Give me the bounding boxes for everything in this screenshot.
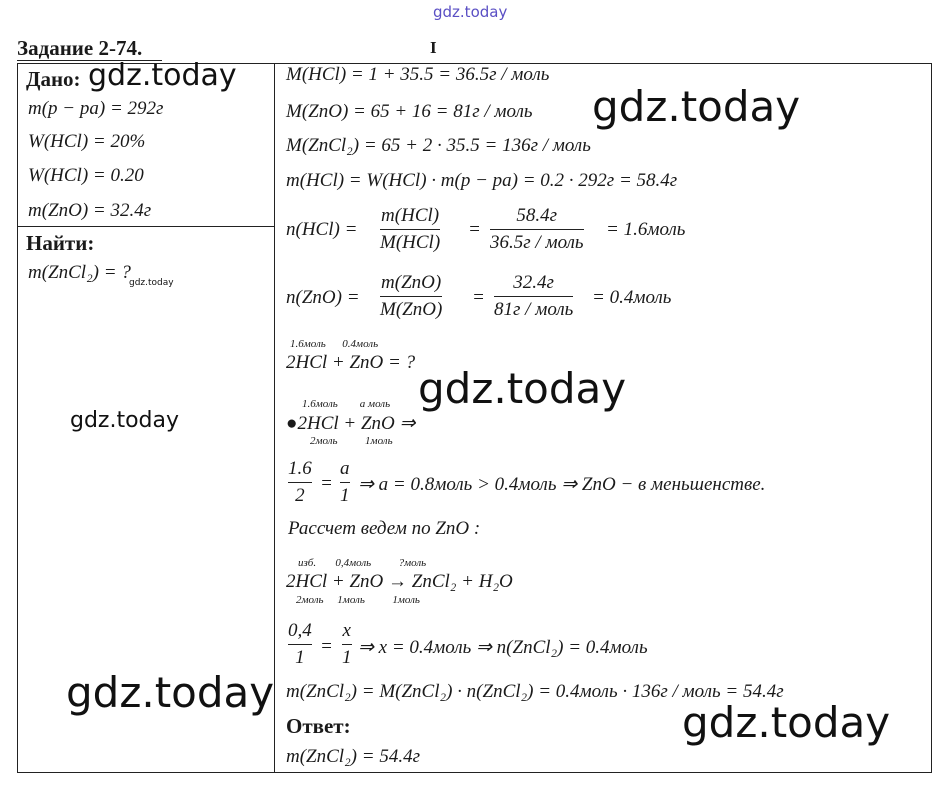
reaction2-bottom: 2моль 1моль xyxy=(310,435,393,447)
n-hcl-denominator-value: 36.5г / моль xyxy=(490,232,584,253)
proportion2-num2: x xyxy=(342,620,351,641)
proportion2-conclusion: ⇒ x = 0.4моль ⇒ n(ZnCl₂) = 0.4моль xyxy=(358,637,648,658)
proportion1-den2: 1 xyxy=(340,485,350,506)
n-zno-denominator: M(ZnO) xyxy=(380,299,443,320)
n-hcl-fraction-values xyxy=(490,205,584,254)
watermark-top: gdz.today xyxy=(433,3,508,21)
solution-molar-zno: M(ZnO) = 65 + 16 = 81г / моль xyxy=(286,101,533,122)
answer-value: m(ZnCl₂) = 54.4г xyxy=(286,746,420,767)
find-item: m(ZnCl₂) = ? xyxy=(28,262,131,283)
n-hcl-fraction xyxy=(380,205,440,254)
given-hcl-fraction: W(HCl) = 0.20 xyxy=(28,165,144,186)
fraction-bar xyxy=(288,644,312,645)
given-label: Дано: xyxy=(26,67,81,91)
given-hcl-percent: W(HCl) = 20% xyxy=(28,131,146,152)
n-zno-result: = 0.4моль xyxy=(592,287,672,308)
proportion1-num1: 1.6 xyxy=(288,458,312,479)
final-calculation: m(ZnCl₂) = M(ZnCl₂) · n(ZnCl₂) = 0.4моль · 136г / моль = 54.4г xyxy=(286,681,784,702)
watermark-upper-right: gdz.today xyxy=(592,82,801,131)
watermark-lower-left: gdz.today xyxy=(66,668,275,717)
n-zno-numerator: m(ZnO) xyxy=(381,272,442,293)
watermark-lower-right: gdz.today xyxy=(682,698,891,747)
table-right-border xyxy=(931,63,932,773)
reaction3-top: изб. 0,4моль ?моль xyxy=(298,557,427,569)
task-title: Задание 2-74. xyxy=(17,36,143,60)
table-bottom-border xyxy=(17,772,931,773)
proportion1-right xyxy=(340,458,350,507)
fraction-bar xyxy=(490,229,584,230)
equals-sign: = xyxy=(468,219,481,240)
fraction-bar xyxy=(380,296,442,297)
watermark-center: gdz.today xyxy=(418,364,627,413)
proportion2-right xyxy=(342,620,352,669)
watermark-left-mid: gdz.today xyxy=(70,408,180,433)
equals-sign: = xyxy=(320,636,333,657)
proportion1-num2: a xyxy=(340,458,350,479)
n-zno-fraction xyxy=(380,272,442,321)
reaction3: 2HCl + ZnO → ZnCl₂ + H₂O xyxy=(286,571,513,592)
proportion1-conclusion: ⇒ a = 0.8моль > 0.4моль ⇒ ZnO − в меньшенстве. xyxy=(358,474,766,495)
given-zno-mass: m(ZnO) = 32.4г xyxy=(28,200,152,221)
answer-label: Ответ: xyxy=(286,714,351,738)
reaction1-coeffs: 1.6моль 0.4моль xyxy=(290,338,379,350)
table-left-border xyxy=(17,63,18,773)
proportion1-den1: 2 xyxy=(295,485,305,506)
proportion2-den2: 1 xyxy=(342,647,352,668)
fraction-bar xyxy=(340,482,350,483)
proportion1-left xyxy=(288,458,312,507)
fraction-bar xyxy=(380,229,440,230)
fraction-bar xyxy=(342,644,352,645)
reaction3-bottom: 2моль 1моль 1моль xyxy=(296,594,420,606)
find-label: Найти: xyxy=(26,231,95,255)
header-mark: I xyxy=(430,38,437,57)
table-column-divider xyxy=(274,63,275,773)
fraction-bar xyxy=(288,482,312,483)
proportion2-left xyxy=(288,620,312,669)
watermark-given: gdz.today xyxy=(88,58,237,93)
calc-by-zno: Рассчет ведем по ZnO : xyxy=(288,518,481,539)
solution-molar-hcl: M(HCl) = 1 + 35.5 = 36.5г / моль xyxy=(286,64,550,85)
equals-sign: = xyxy=(472,287,485,308)
n-hcl-denominator: M(HCl) xyxy=(380,232,441,253)
reaction2-text: 2HCl + ZnO ⇒ xyxy=(297,413,416,434)
solution-mass-hcl: m(HCl) = W(HCl) · m(p − pa) = 0.2 · 292г = 58.4г xyxy=(286,170,678,191)
n-zno-lhs: n(ZnO) = xyxy=(286,287,360,308)
watermark-tiny: gdz.today xyxy=(129,278,174,288)
reaction2: ●2HCl + ZnO ⇒ xyxy=(286,413,416,434)
n-zno-denominator-value: 81г / моль xyxy=(494,299,574,320)
equals-sign: = xyxy=(320,473,333,494)
given-find-divider xyxy=(17,226,275,227)
n-hcl-numerator-value: 58.4г xyxy=(516,205,558,226)
reaction2-top: 1.6моль a моль xyxy=(302,398,391,410)
fraction-bar xyxy=(494,296,573,297)
n-hcl-numerator: m(HCl) xyxy=(381,205,440,226)
given-mass-solution: m(p − pa) = 292г xyxy=(28,98,164,119)
reaction1: 2HCl + ZnO = ? xyxy=(286,352,416,373)
n-zno-numerator-value: 32.4г xyxy=(513,272,554,293)
n-zno-fraction-values xyxy=(494,272,573,321)
proportion2-num1: 0,4 xyxy=(288,620,312,641)
n-hcl-lhs: n(HCl) = xyxy=(286,219,358,240)
solution-molar-zncl2: M(ZnCl₂) = 65 + 2 · 35.5 = 136г / моль xyxy=(286,135,591,156)
n-hcl-result: = 1.6моль xyxy=(606,219,686,240)
proportion2-den1: 1 xyxy=(295,647,305,668)
